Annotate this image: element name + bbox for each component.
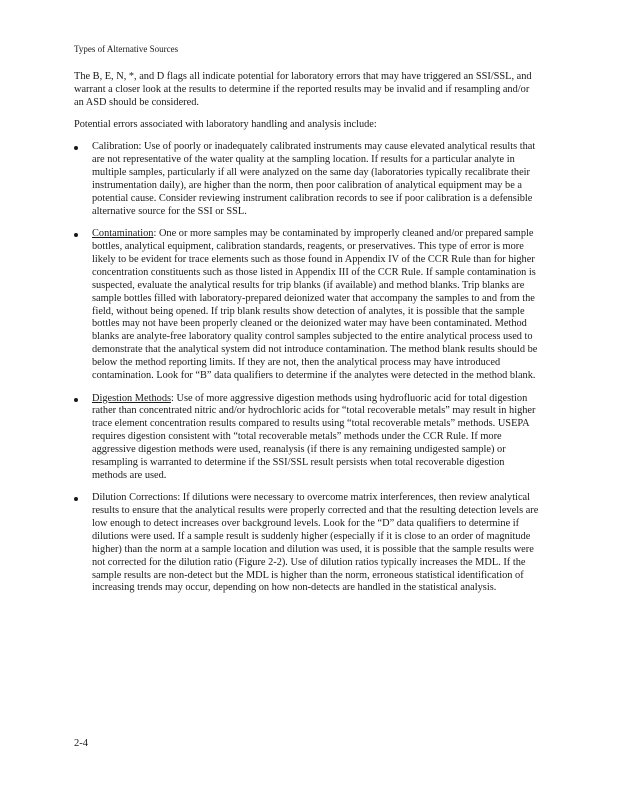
bullet-icon	[74, 497, 78, 501]
item-text: Use of poorly or inadequately calibrated instruments may cause elevated analytical results that are not representative of the water quality at the sampling location. If results for a particular analyte in multiple samples, particularly if all were analyzed on the same day (laboratories typically recalibrate their instrumentation daily), are higher than the norm, then poor calibration of analytical equipment may be a potential cause. Consider reviewing instrument calibration records to see if poor calibration is a defensible alternative source for the SSI or SSL.	[92, 141, 536, 217]
list-lead-paragraph: Potential errors associated with laboratory handling and analysis include:	[74, 118, 377, 130]
item-term: Digestion Methods	[92, 392, 172, 404]
list-item-digestion-methods: Digestion Methods: Use of more aggressive digestion methods using hydrofluoric acid for total digestion rather than concentrated nitric and/or hydrochloric acids for “total recoverable metals” may result in higher trace element concentration results compared to results using “total recoverable metals” methods. USEPA requires digestion consistent with “total recoverable metals” methods under the CCR Rule. If more aggressive digestion methods were used, reanalysis (if there is any remaining undigested sample) or resampling is warranted to determine if the SSI/SSL result persists when total recoverable digestion methods are used.	[74, 393, 540, 483]
running-head: Types of Alternative Sources	[74, 44, 179, 54]
item-text: If dilutions were necessary to overcome matrix interferences, then review analytical results to ensure that the analytical results were properly corrected and that the resulting detection levels are low enough to detect increases over background levels. Look for the “D” data qualifiers to determine if dilutions were used. If a sample result is suddenly higher (especially if it is close to an order of magnitude higher) than the norm at a sample location and dilution was used, it is possible that the sample results were not corrected for the dilution ratio (Figure 2-2). Use of dilution ratios typically increases the MDL. If the sample results are non-detect but the MDL is higher than the norm, erroneous statistical identification of increasing trends may occur, depending on how non-detects are handled in the statistical analysis.	[92, 492, 539, 594]
item-term: Dilution Corrections	[92, 492, 178, 504]
intro-paragraph: The B, E, N, *, and D flags all indicate potential for laboratory errors that may have triggered an SSI/SSL, and warrant a closer look at the results to determine if the reported results may be invalid and if resampling and/or an ASD should be considered.	[74, 71, 532, 108]
body-content	[74, 71, 540, 595]
bullet-icon	[74, 398, 78, 402]
page-number: 2-4	[74, 738, 88, 749]
item-text: Use of more aggressive digestion methods using hydrofluoric acid for total digestion rather than concentrated nitric and/or hydrochloric acids for “total recoverable metals” may result in higher trace element concentration results compared to results using “total recoverable metals” methods. USEPA requires digestion consistent with “total recoverable metals” methods under the CCR Rule. If more aggressive digestion methods were used, reanalysis (if there is any remaining undigested sample) or resampling is warranted to determine if the SSI/SSL result persists when total recoverable digestion methods are used.	[92, 392, 536, 481]
item-text: One or more samples may be contaminated by improperly cleaned and/or prepared sample bottles, analytical equipment, calibration standards, reagents, or preservatives. This type of error is more likely to be evident for trace elements such as those found in Appendix IV of the CCR Rule than for higher concentration constituents such as those listed in Appendix III of the CCR Rule. If sample contamination is suspected, evaluate the analytical results for trip blanks (if available) and method blanks. Trip blanks are sample bottles filled with laboratory-prepared deionized water that accompany the samples to and from the field, without being opened. If trip blank results show detection of analytes, it is possible that the sample bottles may not have been properly cleaned or the deionized water may have been contaminated. Method blanks are analyte-free laboratory quality control samples subjected to the entire analytical process used to demonstrate that the analytical system did not introduce contamination. The method blank results should be below the method reporting limits. If they are not, then the analytical process may have introduced contamination. Look for “B” data qualifiers to determine if the analytes were detected in the method blank.	[92, 228, 538, 381]
bullet-icon	[74, 146, 78, 150]
item-term: Contamination	[92, 228, 154, 240]
item-term: Calibration	[92, 141, 139, 153]
bullet-icon	[74, 233, 78, 237]
error-list	[74, 141, 540, 595]
list-item-dilution-corrections: Dilution Corrections: If dilutions were necessary to overcome matrix interferences, then review analytical results to ensure that the analytical results were properly corrected and that the resulting detection levels are low enough to detect increases over background levels. Look for the “D” data qualifiers to determine if dilutions were used. If a sample result is suddenly higher (especially if it is close to an order of magnitude higher) than the norm at a sample location and dilution was used, it is possible that the sample results were not corrected for the dilution ratio (Figure 2-2). Use of dilution ratios typically increases the MDL. If the sample results are non-detect but the MDL is higher than the norm, erroneous statistical identification of increasing trends may occur, depending on how non-detects are handled in the statistical analysis.	[74, 492, 540, 595]
list-item-contamination: Contamination: One or more samples may be contaminated by improperly cleaned and/or prepared sample bottles, analytical equipment, calibration standards, reagents, or preservatives. This type of error is more likely to be evident for trace elements such as those found in Appendix IV of the CCR Rule than for higher concentration constituents such as those listed in Appendix III of the CCR Rule. If sample contamination is suspected, evaluate the analytical results for trip blanks (if available) and method blanks. Trip blanks are sample bottles filled with laboratory-prepared deionized water that accompany the samples to and from the field, without being opened. If trip blank results show detection of analytes, it is possible that the sample bottles may not have been properly cleaned or the deionized water may have been contaminated. Method blanks are analyte-free laboratory quality control samples subjected to the entire analytical process used to demonstrate that the analytical system did not introduce contamination. The method blank results should be below the method reporting limits. If they are not, then the analytical process may have introduced contamination. Look for “B” data qualifiers to determine if the analytes were detected in the method blank.	[74, 228, 540, 382]
list-item-calibration: Calibration: Use of poorly or inadequately calibrated instruments may cause elevated analytical results that are not representative of the water quality at the sampling location. If results for a particular analyte in multiple samples, particularly if all were analyzed on the same day (laboratories typically recalibrate their instrumentation daily), are higher than the norm, then poor calibration of analytical equipment may be a potential cause. Consider reviewing instrument calibration records to see if poor calibration is a defensible alternative source for the SSI or SSL.	[74, 141, 540, 218]
